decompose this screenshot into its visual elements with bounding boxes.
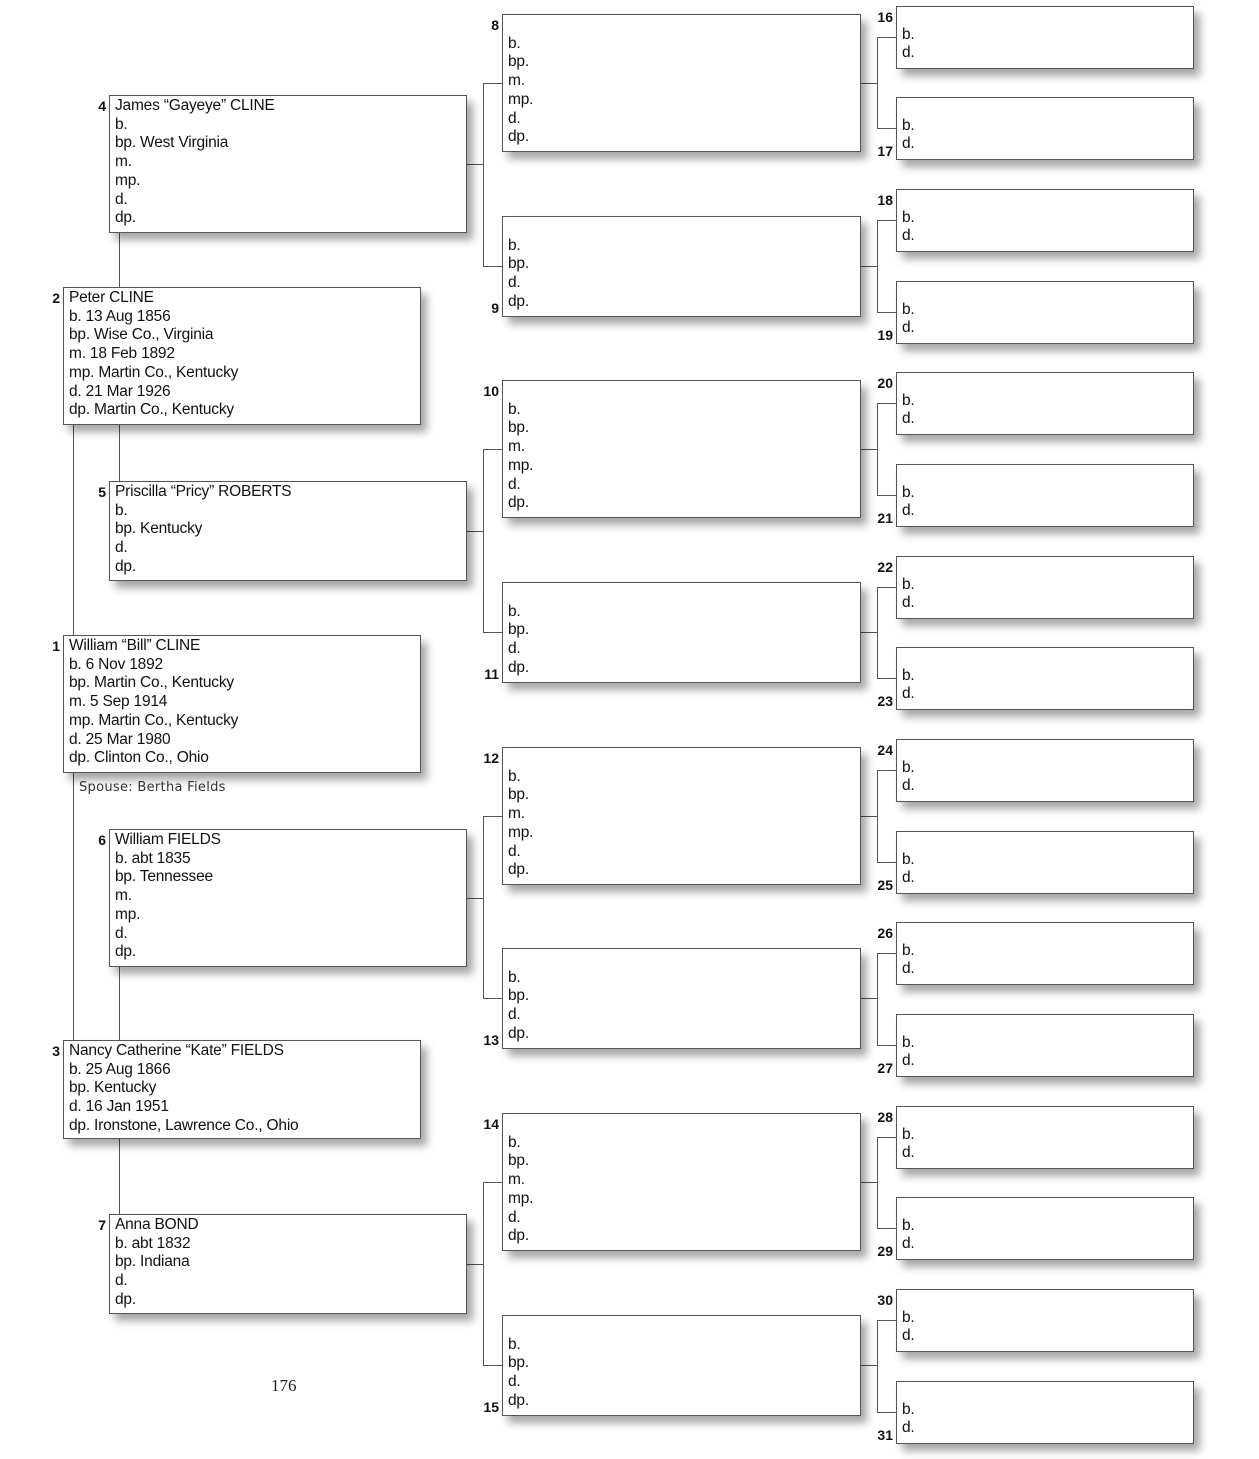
person-name (902, 465, 1193, 484)
person-name (508, 218, 860, 237)
person-fact: b. (902, 850, 915, 868)
person-fact: b. (508, 968, 521, 986)
person-box-26[interactable] (896, 922, 1194, 985)
person-fact: d. (902, 869, 915, 887)
person-name (902, 1198, 1193, 1217)
connector-line (119, 967, 120, 1040)
person-fact: bp. (508, 1152, 529, 1170)
person-fact: d. (902, 135, 915, 153)
person-fact: d. (902, 410, 915, 428)
connector-line (877, 403, 878, 496)
person-fact: mp. Martin Co., Kentucky (69, 363, 239, 381)
person-fact: d. (508, 1006, 521, 1024)
connector-line (861, 83, 877, 84)
person-fact: b. (508, 400, 521, 418)
person-number: 10 (483, 383, 499, 399)
person-fact: b. (508, 767, 521, 785)
connector-line (483, 449, 484, 633)
connector-line (861, 998, 877, 999)
connector-line (877, 862, 896, 863)
connector-line (483, 816, 484, 999)
person-fact: m. (508, 438, 525, 456)
page-number: 176 (271, 1376, 297, 1395)
person-number: 16 (877, 9, 893, 25)
person-number: 7 (98, 1217, 106, 1233)
person-number: 27 (877, 1060, 893, 1076)
person-box-9[interactable] (502, 216, 861, 317)
connector-line (467, 164, 483, 165)
person-name (508, 950, 860, 969)
person-name (902, 740, 1193, 759)
person-name: Peter CLINE (69, 289, 154, 306)
person-fact: bp. (508, 53, 529, 71)
person-fact: b. (508, 602, 521, 620)
person-fact: d. (902, 1052, 915, 1070)
connector-line (877, 1045, 896, 1046)
person-fact: d. (902, 1327, 915, 1345)
person-fact: b. (508, 1335, 521, 1353)
person-fact: bp. Indiana (115, 1253, 190, 1271)
connector-line (483, 632, 502, 633)
person-fact: d. (508, 274, 521, 292)
connector-line (877, 1137, 896, 1138)
person-fact: b. (902, 483, 915, 501)
person-box-4[interactable] (109, 95, 467, 233)
person-number: 31 (877, 1427, 893, 1443)
connector-line (877, 1412, 896, 1413)
connector-line (861, 632, 877, 633)
person-fact: b. 25 Aug 1866 (69, 1060, 171, 1078)
connector-line (877, 495, 896, 496)
person-fact: b. abt 1832 (115, 1234, 191, 1252)
connector-line (861, 1365, 877, 1366)
person-name (508, 16, 860, 35)
connector-line (483, 266, 502, 267)
person-fact: b. (902, 116, 915, 134)
connector-line (877, 37, 878, 129)
person-fact: d. (902, 594, 915, 612)
person-fact: b. (508, 236, 521, 254)
person-number: 12 (483, 750, 499, 766)
person-fact: d. (508, 842, 521, 860)
person-fact: d. (508, 640, 521, 658)
person-box-24[interactable] (896, 739, 1194, 802)
connector-line (467, 1264, 483, 1265)
person-number: 22 (877, 559, 893, 575)
person-fact: bp. Kentucky (115, 520, 203, 538)
person-fact: b. (902, 758, 915, 776)
person-fact: bp. (508, 1354, 529, 1372)
spouse-note: Spouse: Bertha Fields (79, 780, 226, 795)
person-fact: b. (902, 300, 915, 318)
person-fact: b. (902, 1125, 915, 1143)
person-box-18[interactable] (896, 189, 1194, 252)
person-box-11[interactable] (502, 582, 861, 683)
person-name (902, 373, 1193, 392)
person-number: 8 (491, 17, 499, 33)
person-fact: m. (508, 805, 525, 823)
person-name (902, 7, 1193, 26)
person-fact: m. (508, 1171, 525, 1189)
person-fact: b. (902, 941, 915, 959)
person-box-22[interactable] (896, 556, 1194, 619)
person-fact: b. 13 Aug 1856 (69, 307, 171, 325)
connector-line (861, 816, 877, 817)
person-fact: b. 6 Nov 1892 (69, 655, 163, 673)
person-fact: d. 16 Jan 1951 (69, 1098, 169, 1116)
person-fact: d. (508, 475, 521, 493)
person-fact: bp. (508, 255, 529, 273)
person-name (508, 382, 860, 401)
person-box-30[interactable] (896, 1289, 1194, 1352)
connector-line (119, 1139, 120, 1214)
person-name (902, 648, 1193, 667)
person-fact: d. (902, 777, 915, 795)
person-name (902, 1382, 1193, 1401)
person-name (902, 190, 1193, 209)
connector-line (877, 1320, 878, 1413)
person-fact: dp. Ironstone, Lawrence Co., Ohio (69, 1116, 299, 1134)
person-fact: mp. Martin Co., Kentucky (69, 711, 239, 729)
person-box-20[interactable] (896, 372, 1194, 435)
person-fact: m. 5 Sep 1914 (69, 693, 168, 711)
connector-line (877, 1228, 896, 1229)
person-box-16[interactable] (896, 6, 1194, 69)
person-fact: mp. (115, 905, 141, 923)
person-number: 28 (877, 1109, 893, 1125)
person-fact: mp. (508, 456, 534, 474)
person-fact: d. (902, 319, 915, 337)
connector-line (877, 953, 878, 1046)
person-fact: b. (902, 575, 915, 593)
person-number: 26 (877, 925, 893, 941)
person-fact: b. (902, 1308, 915, 1326)
connector-line (877, 587, 896, 588)
person-fact: dp. (508, 1227, 529, 1245)
person-fact: dp. (508, 861, 529, 879)
person-name (902, 557, 1193, 576)
person-fact: bp. (508, 786, 529, 804)
person-box-29[interactable] (896, 1197, 1194, 1260)
person-fact: d. (902, 44, 915, 62)
person-box-7[interactable] (109, 1214, 467, 1314)
person-fact: b. (902, 1400, 915, 1418)
person-fact: b. (902, 1033, 915, 1051)
person-box-5[interactable] (109, 481, 467, 581)
person-name: William “Bill” CLINE (69, 637, 201, 654)
person-number: 3 (52, 1043, 60, 1059)
person-box-8[interactable] (502, 14, 861, 152)
connector-line (861, 449, 877, 450)
person-fact: d. (902, 960, 915, 978)
person-fact: dp. (508, 1024, 529, 1042)
person-fact: mp. (508, 1189, 534, 1207)
person-fact: bp. (508, 419, 529, 437)
person-fact: dp. (508, 658, 529, 676)
person-fact: bp. (508, 987, 529, 1005)
connector-line (877, 403, 896, 404)
person-fact: dp. (508, 494, 529, 512)
person-number: 29 (877, 1243, 893, 1259)
person-name (508, 1115, 860, 1134)
person-fact: b. (115, 115, 128, 133)
person-name (508, 749, 860, 768)
connector-line (861, 266, 877, 267)
person-box-3[interactable] (63, 1040, 421, 1139)
person-fact: d. (115, 539, 128, 557)
connector-line (467, 898, 483, 899)
person-fact: b. (115, 501, 128, 519)
connector-line (877, 220, 896, 221)
person-fact: d. (115, 190, 128, 208)
connector-line (877, 1137, 878, 1229)
person-fact: dp. (115, 1290, 136, 1308)
person-fact: dp. (508, 292, 529, 310)
connector-line (877, 770, 878, 863)
person-box-10[interactable] (502, 380, 861, 518)
connector-line (483, 1182, 484, 1366)
connector-line (877, 1320, 896, 1321)
connector-line (483, 998, 502, 999)
person-fact: d. (902, 1419, 915, 1437)
person-box-15[interactable] (502, 1315, 861, 1416)
connector-line (877, 770, 896, 771)
person-fact: mp. (508, 823, 534, 841)
person-number: 1 (52, 638, 60, 654)
person-fact: d. 21 Mar 1926 (69, 382, 171, 400)
person-fact: b. (902, 25, 915, 43)
person-name (902, 832, 1193, 851)
connector-line (877, 37, 896, 38)
person-number: 25 (877, 877, 893, 893)
connector-line (119, 233, 120, 287)
person-fact: dp. (508, 128, 529, 146)
person-fact: b. (508, 1133, 521, 1151)
person-fact: dp. (508, 1391, 529, 1409)
person-fact: bp. (508, 621, 529, 639)
connector-line (861, 1182, 877, 1183)
person-fact: b. (902, 1216, 915, 1234)
person-fact: b. (902, 666, 915, 684)
connector-line (483, 83, 502, 84)
connector-line (877, 678, 896, 679)
person-fact: mp. (115, 171, 141, 189)
person-fact: m. (115, 887, 132, 905)
connector-line (483, 1182, 502, 1183)
person-fact: dp. Clinton Co., Ohio (69, 749, 209, 767)
person-number: 20 (877, 375, 893, 391)
connector-line (483, 1365, 502, 1366)
person-number: 13 (483, 1032, 499, 1048)
person-box-21[interactable] (896, 464, 1194, 527)
person-fact: b. (902, 208, 915, 226)
person-box-23[interactable] (896, 647, 1194, 710)
person-box-2[interactable] (63, 287, 421, 425)
person-fact: bp. West Virginia (115, 134, 229, 152)
person-fact: d. (508, 109, 521, 127)
person-name: Priscilla “Pricy” ROBERTS (115, 483, 292, 500)
person-name: James “Gayeye” CLINE (115, 97, 275, 114)
person-fact: mp. (508, 90, 534, 108)
person-name (902, 1107, 1193, 1126)
person-number: 23 (877, 693, 893, 709)
person-name (902, 1290, 1193, 1309)
person-fact: m. 18 Feb 1892 (69, 345, 175, 363)
person-fact: d. (902, 502, 915, 520)
person-name (508, 584, 860, 603)
person-name (508, 1317, 860, 1336)
person-name: William FIELDS (115, 831, 221, 848)
person-number: 5 (98, 484, 106, 500)
person-name: Nancy Catherine “Kate” FIELDS (69, 1042, 284, 1059)
person-fact: b. (902, 391, 915, 409)
person-fact: d. (902, 1235, 915, 1253)
person-name: Anna BOND (115, 1216, 199, 1233)
person-fact: d. 25 Mar 1980 (69, 730, 171, 748)
person-number: 6 (98, 832, 106, 848)
connector-line (483, 83, 484, 267)
person-box-25[interactable] (896, 831, 1194, 894)
person-box-12[interactable] (502, 747, 861, 885)
person-box-27[interactable] (896, 1014, 1194, 1077)
person-fact: bp. Tennessee (115, 868, 213, 886)
person-number: 21 (877, 510, 893, 526)
person-fact: d. (902, 227, 915, 245)
person-fact: d. (115, 924, 128, 942)
person-fact: bp. Wise Co., Virginia (69, 326, 214, 344)
person-box-14[interactable] (502, 1113, 861, 1251)
person-box-13[interactable] (502, 948, 861, 1049)
person-fact: b. abt 1835 (115, 849, 191, 867)
person-box-1[interactable] (63, 635, 421, 773)
person-fact: bp. Martin Co., Kentucky (69, 674, 234, 692)
person-fact: d. (508, 1373, 521, 1391)
person-box-19[interactable] (896, 281, 1194, 344)
connector-line (467, 531, 483, 532)
person-fact: bp. Kentucky (69, 1079, 157, 1097)
connector-line (483, 816, 502, 817)
person-name (902, 1015, 1193, 1034)
person-fact: d. (902, 1144, 915, 1162)
person-fact: dp. (115, 209, 136, 227)
connector-line (877, 587, 878, 679)
person-number: 4 (98, 98, 106, 114)
connector-line (877, 128, 896, 129)
person-box-28[interactable] (896, 1106, 1194, 1169)
person-fact: d. (508, 1208, 521, 1226)
person-number: 17 (877, 143, 893, 159)
person-fact: dp. (115, 557, 136, 575)
person-name (902, 282, 1193, 301)
connector-line (877, 953, 896, 954)
person-fact: dp. Martin Co., Kentucky (69, 401, 234, 419)
person-box-6[interactable] (109, 829, 467, 967)
connector-line (483, 449, 502, 450)
person-number: 15 (483, 1399, 499, 1415)
connector-line (877, 220, 878, 313)
person-fact: d. (902, 685, 915, 703)
person-number: 18 (877, 192, 893, 208)
person-number: 14 (483, 1116, 499, 1132)
person-number: 2 (52, 290, 60, 306)
person-name (902, 98, 1193, 117)
person-fact: b. (508, 34, 521, 52)
person-fact: dp. (115, 943, 136, 961)
person-box-17[interactable] (896, 97, 1194, 160)
person-number: 11 (484, 666, 499, 682)
person-number: 9 (491, 300, 499, 316)
connector-line (119, 425, 120, 481)
person-number: 24 (877, 742, 893, 758)
person-box-31[interactable] (896, 1381, 1194, 1444)
connector-line (877, 312, 896, 313)
person-fact: m. (115, 153, 132, 171)
person-number: 19 (877, 327, 893, 343)
person-name (902, 923, 1193, 942)
person-number: 30 (877, 1292, 893, 1308)
person-fact: d. (115, 1272, 128, 1290)
person-fact: m. (508, 72, 525, 90)
